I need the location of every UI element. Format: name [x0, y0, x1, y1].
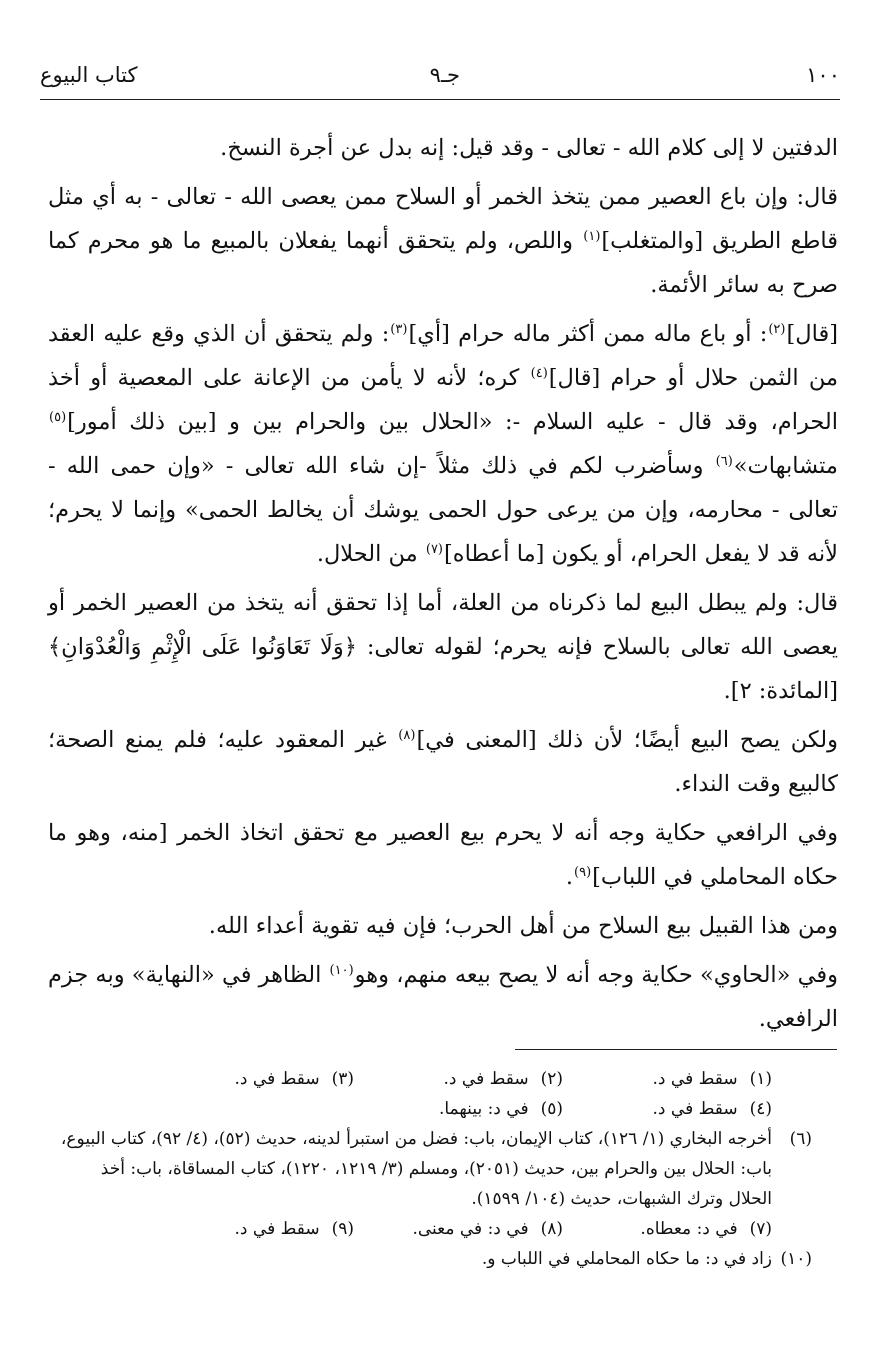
footnote-hadith-source: (٦) أخرجه البخاري (١/ ١٢٦)، كتاب الإيمان، باب: فضل من استبرأ لدينه، حديث (٥٢)، (٤/ ٩٢)، كتاب البيوع، باب: الحلال بين والحرام بين، حديث (٢٠٥١)، ومسلم (٣/ ١٢١٩، ١٢٢٠)، كتاب المساقاة، باب: أخذ الحلال وترك الشبهات، حديث (١٠٤/ ١٥٩٩).: [60, 1129, 812, 1209]
paragraph: [48, 581, 838, 713]
paragraph: [48, 126, 838, 170]
footnote-item: (١)سقط في د.: [652, 1069, 772, 1089]
footnote-ref: (٨): [398, 727, 416, 743]
footnote-divider: [515, 1049, 837, 1050]
footnote-item: (٥)في د: بينهما.: [438, 1099, 563, 1119]
text-run: ولكن يصح البيع أيضًا؛ لأن ذلك [المعنى في]: [416, 727, 838, 753]
footnote-ref: (١٠): [329, 962, 354, 978]
footnote-ref: (٣): [390, 321, 408, 337]
footnote-ref: (٤): [530, 365, 548, 381]
text-run: كره؛ لأنه لا يأمن من الإعانة على المعصية أو أخذ الحرام، وقد قال - عليه السلام -: «الحلال بين والحرام بين و [بين ذلك أمور]: [48, 365, 838, 435]
text-run: الظاهر في «النهاية» وبه جزم الرافعي.: [48, 962, 838, 1032]
text-run: [قال]: [786, 321, 838, 347]
text-run: متشابهات»: [733, 453, 838, 479]
footnote-item: (٩)سقط في د.: [234, 1219, 354, 1239]
paragraph: [48, 175, 838, 307]
page-header: [40, 60, 840, 96]
footnote-item: (٨)في د: في معنى.: [412, 1219, 563, 1239]
book-title: كتاب البيوع: [40, 63, 138, 87]
paragraph: [48, 718, 838, 806]
footnote-row: [60, 1064, 812, 1094]
text-run: : ولم يتحقق أن الذي وقع عليه العقد من الثمن حلال أو حرام [قال]: [48, 321, 838, 391]
text-run: وفي «الحاوي» حكاية وجه أنه لا يصح بيعه منهم، وهو: [354, 962, 838, 988]
footnote-ref: (١): [583, 228, 601, 244]
volume-number: جـ٩: [429, 63, 460, 87]
paragraph: [48, 904, 838, 948]
footnote-ref: (٩): [574, 864, 592, 880]
paragraph: [48, 811, 838, 899]
footnote-ref: (٧): [425, 541, 443, 557]
text-run: وسأضرب لكم في ذلك مثلاً -إن شاء الله تعالى - «وإن حمى الله - تعالى - محارمه، وإن من يرعى حول الحمى يوشك أن يخالط الحمى» وإنما لا يحرم؛ لأنه قد لا يفعل الحرام، أو يكون [ما أعطاه]: [48, 453, 838, 567]
text-run: من الحلال.: [316, 541, 425, 567]
text-run: .: [565, 864, 573, 890]
footnote-item: (٢)سقط في د.: [443, 1069, 563, 1089]
text-run: وفي الرافعي حكاية وجه أنه لا يحرم بيع العصير مع تحقق اتخاذ الخمر [منه، وهو ما حكاه المحاملي في اللباب]: [48, 820, 838, 890]
footnote-item: (٤)سقط في د.: [652, 1099, 772, 1119]
header-divider: [40, 99, 840, 100]
footnote-row: [60, 1094, 812, 1124]
text-run: الدفتين لا إلى كلام الله - تعالى - وقد قيل: إنه بدل عن أجرة النسخ.: [220, 135, 838, 161]
main-text: [48, 126, 838, 1046]
page-number: ١٠٠: [806, 63, 840, 87]
text-run: ومن هذا القبيل بيع السلاح من أهل الحرب؛ فإن فيه تقوية أعداء الله.: [208, 913, 838, 939]
footnote-10: (١٠) زاد في د: ما حكاه المحاملي في اللباب و.: [481, 1249, 812, 1269]
text-run: قال: ولم يبطل البيع لما ذكرناه من العلة، أما إذا تحقق أنه يتخذ من العصير الخمر أو يعصى الله تعالى بالسلاح فإنه يحرم؛ لقوله تعالى: ﴿وَلَا تَعَاوَنُوا عَلَى الْإِثْمِ وَالْعُدْوَانِ﴾ [المائدة: ٢].: [48, 590, 838, 704]
paragraph: [48, 953, 838, 1041]
footnotes: [60, 1064, 812, 1274]
footnote-ref: (٦): [715, 453, 733, 469]
paragraph: [48, 312, 838, 576]
text-run: غير المعقود عليه؛ فلم يمنع الصحة؛ كالبيع وقت النداء.: [48, 727, 838, 797]
text-run: قال: وإن باع العصير ممن يتخذ الخمر أو السلاح ممن يعصى الله - تعالى - به أي مثل قاطع الطريق [والمتغلب]: [48, 184, 839, 254]
footnote-row: [60, 1214, 812, 1244]
footnote-item: (٧)في د: معطاه.: [640, 1219, 772, 1239]
footnote-ref: (٢): [768, 321, 786, 337]
text-run: : أو باع ماله ممن أكثر ماله حرام [أي]: [408, 321, 768, 347]
footnote-ref: (٥): [49, 409, 67, 425]
footnote-item: (٣)سقط في د.: [234, 1069, 354, 1089]
text-run: واللص، ولم يتحقق أنهما يفعلان بالمبيع ما هو محرم كما صرح به سائر الأئمة.: [48, 228, 838, 298]
